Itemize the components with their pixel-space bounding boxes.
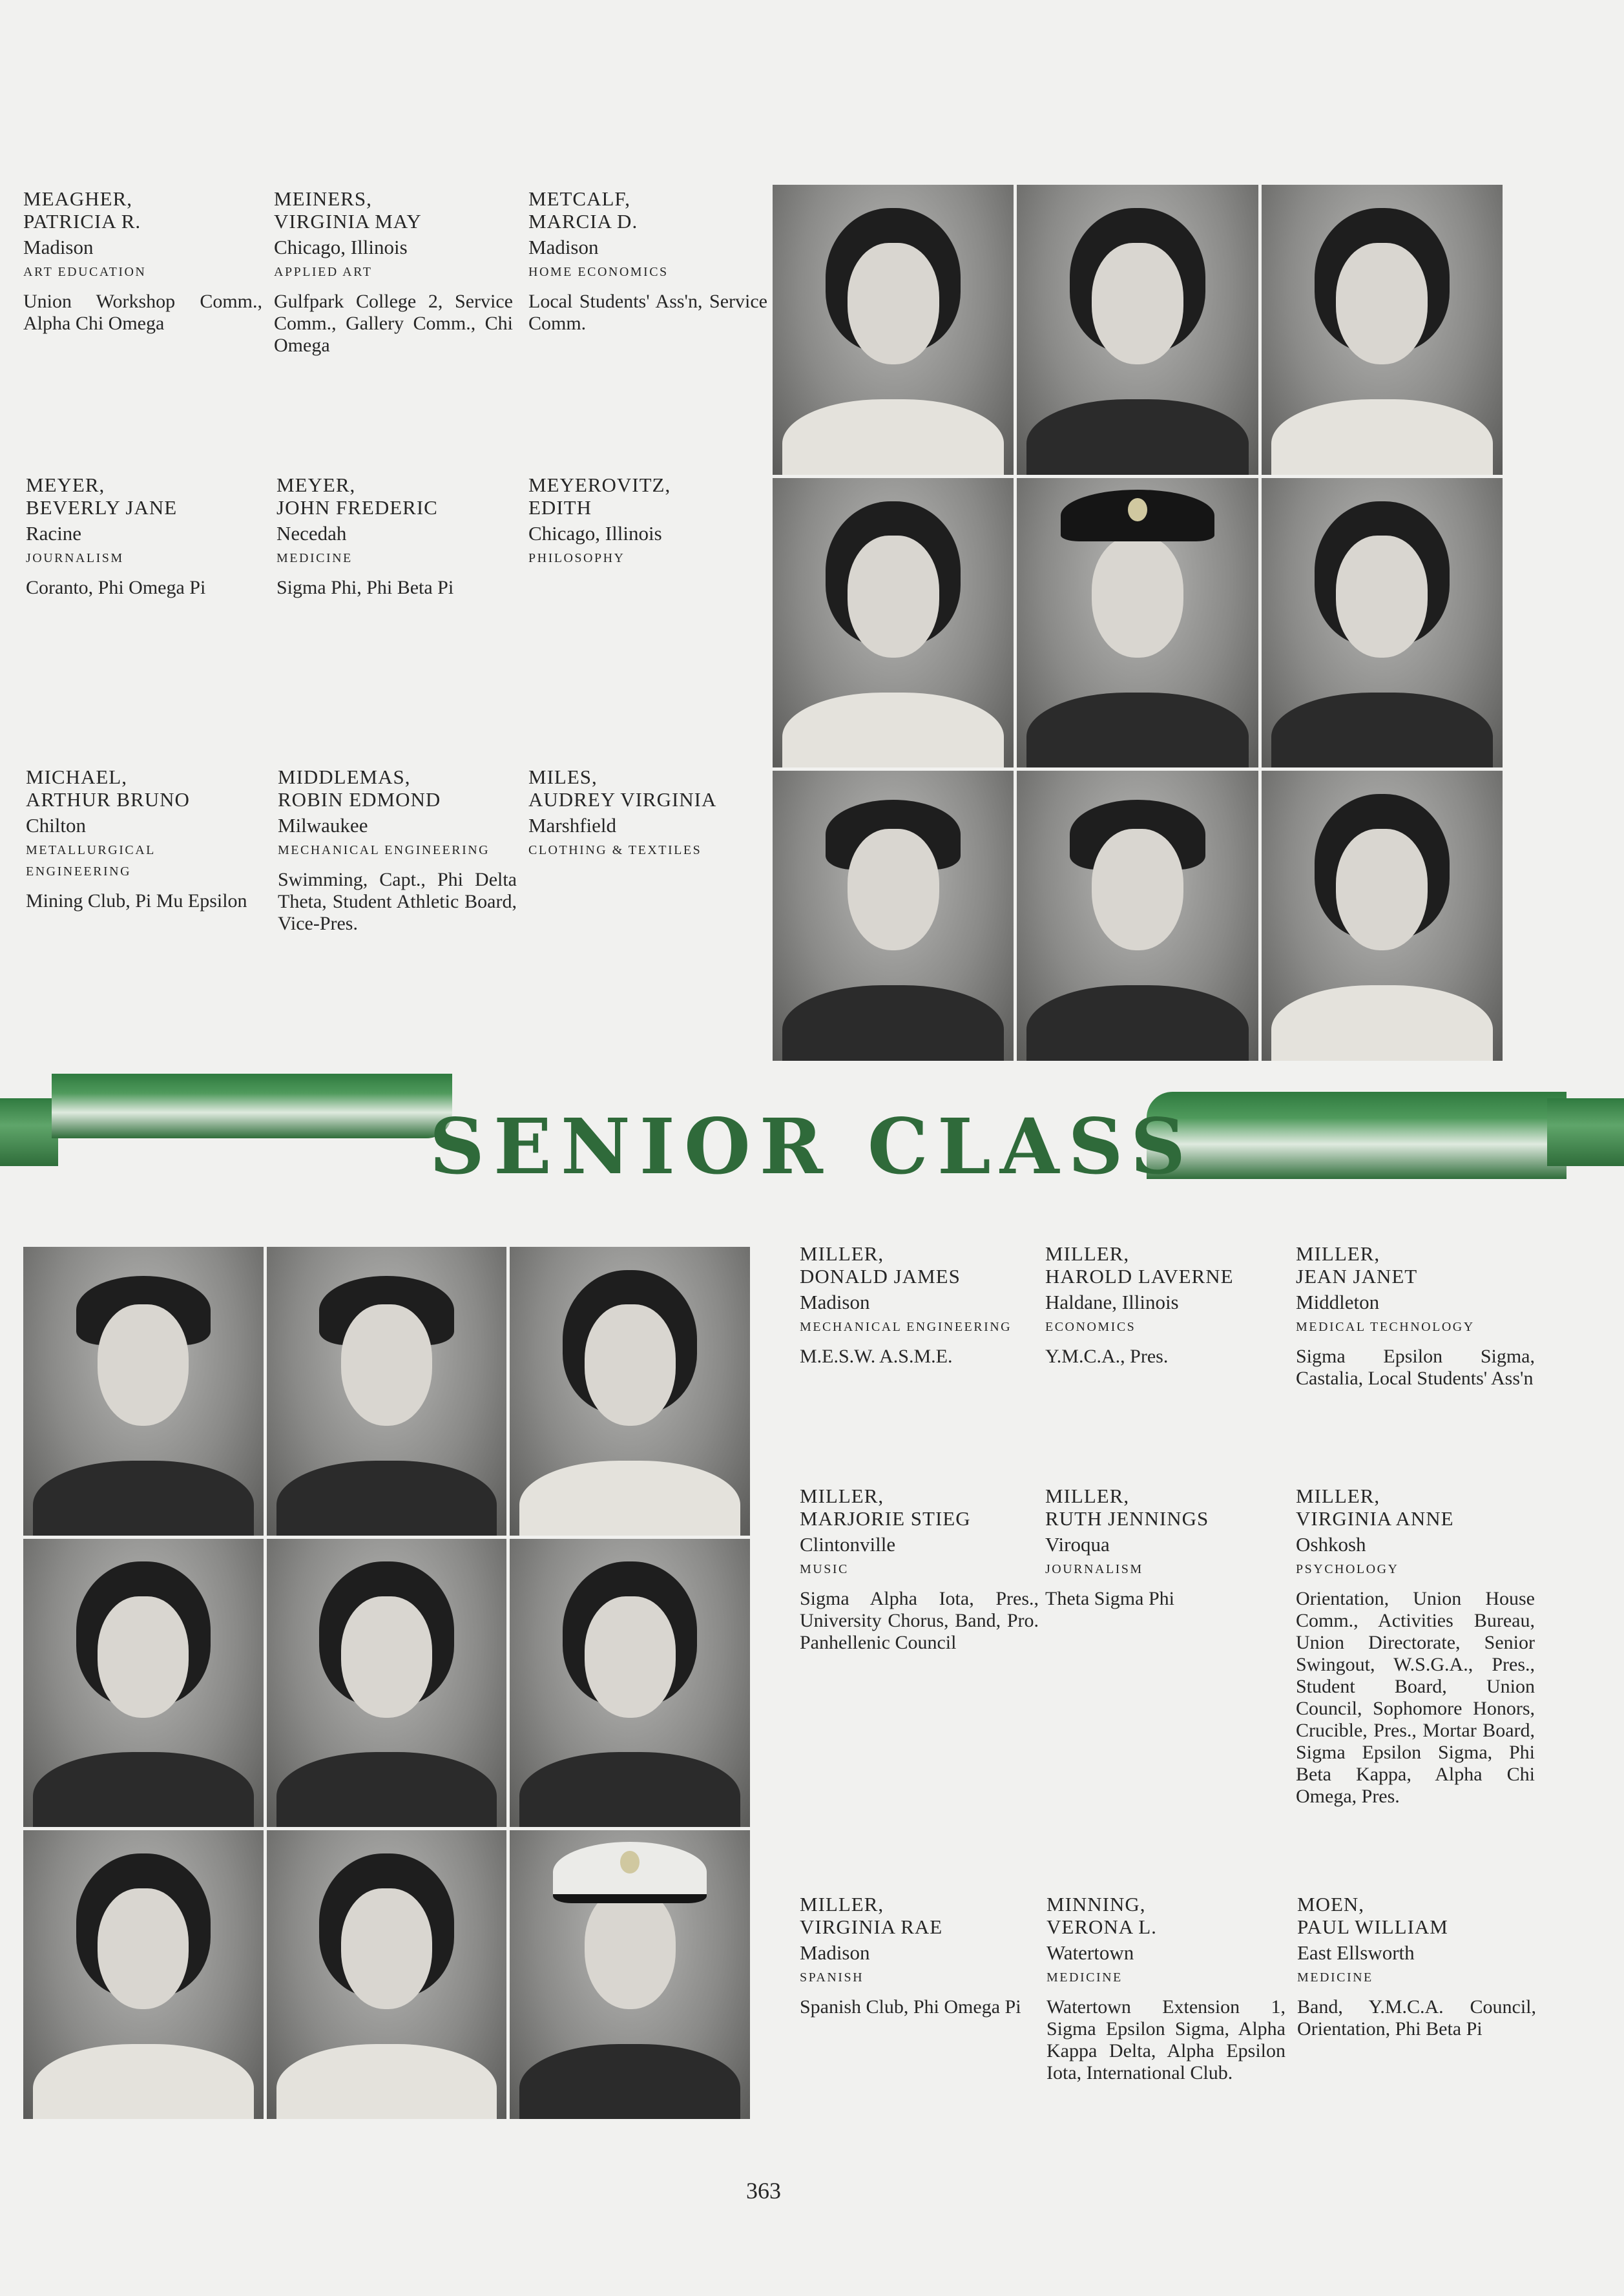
entry-activities: Spanish Club, Phi Omega Pi	[800, 1996, 1021, 2018]
entry-major: CLOTHING & TEXTILES	[528, 843, 702, 857]
entry-activities: Y.M.C.A., Pres.	[1045, 1346, 1169, 1367]
entry-hometown: Chicago, Illinois	[274, 236, 408, 258]
entry-surname: MILLER,	[800, 1485, 884, 1507]
entry-major: PHILOSOPHY	[528, 551, 625, 565]
entry-hometown: Chilton	[26, 814, 87, 837]
entry-meyer-john	[276, 474, 515, 599]
entry-given-name: ARTHUR BRUNO	[26, 788, 190, 811]
entry-surname: MILLER,	[1045, 1485, 1130, 1507]
portrait-photo	[1017, 478, 1258, 768]
entry-michael	[26, 766, 265, 912]
entry-metcalf	[528, 187, 767, 335]
entry-major: MEDICINE	[1046, 1970, 1123, 1985]
entry-major: MECHANICAL ENGINEERING	[278, 843, 490, 857]
entry-surname: MILLER,	[1296, 1242, 1380, 1265]
entry-hometown: Viroqua	[1045, 1533, 1110, 1556]
top-portrait-grid	[773, 185, 1503, 1061]
entry-major: PSYCHOLOGY	[1296, 1562, 1399, 1576]
entry-hometown: Milwaukee	[278, 814, 368, 837]
entry-given-name: EDITH	[528, 496, 592, 519]
entry-given-name: VIRGINIA RAE	[800, 1915, 943, 1938]
entry-meyerovitz	[528, 474, 767, 577]
entry-activities: Sigma Phi, Phi Beta Pi	[276, 577, 454, 598]
entry-major: JOURNALISM	[26, 551, 124, 565]
entry-surname: MIDDLEMAS,	[278, 766, 411, 788]
entry-hometown: Chicago, Illinois	[528, 522, 662, 545]
entry-activities: Union Workshop Comm., Alpha Chi Omega	[23, 291, 262, 334]
portrait-photo	[773, 771, 1014, 1061]
entry-surname: MEINERS,	[274, 187, 372, 210]
entry-activities: Theta Sigma Phi	[1045, 1588, 1174, 1609]
entry-hometown: Madison	[800, 1291, 870, 1313]
entry-surname: MEAGHER,	[23, 187, 133, 210]
entry-given-name: HAROLD LAVERNE	[1045, 1265, 1234, 1288]
portrait-photo	[773, 185, 1014, 475]
entry-surname: MILLER,	[1296, 1485, 1380, 1507]
entry-given-name: VERONA L.	[1046, 1915, 1157, 1938]
portrait-photo	[267, 1539, 507, 1828]
entry-given-name: AUDREY VIRGINIA	[528, 788, 717, 811]
portrait-photo	[23, 1539, 264, 1828]
entry-major: MECHANICAL ENGINEERING	[800, 1320, 1012, 1334]
entry-hometown: Middleton	[1296, 1291, 1380, 1313]
entry-major: ECONOMICS	[1045, 1320, 1136, 1334]
entry-activities: Sigma Epsilon Sigma, Castalia, Local Students' Ass'n	[1296, 1346, 1535, 1389]
entry-minning	[1046, 1893, 1286, 2084]
entry-major: MEDICAL TECHNOLOGY	[1296, 1320, 1475, 1334]
entry-surname: MOEN,	[1297, 1893, 1365, 1915]
section-title: SENIOR CLASS	[429, 1101, 1195, 1191]
entry-major: HOME ECONOMICS	[528, 265, 669, 279]
entry-activities: Coranto, Phi Omega Pi	[26, 577, 206, 598]
entry-given-name: VIRGINIA MAY	[274, 210, 422, 233]
entry-given-name: PAUL WILLIAM	[1297, 1915, 1448, 1938]
entry-surname: MILLER,	[800, 1242, 884, 1265]
entry-surname: MILES,	[528, 766, 598, 788]
entry-hometown: Racine	[26, 522, 82, 545]
portrait-photo	[773, 478, 1014, 768]
portrait-photo	[1262, 478, 1503, 768]
entry-activities: Swimming, Capt., Phi Delta Theta, Student Athletic Board, Vice-Pres.	[278, 869, 517, 934]
entry-given-name: MARCIA D.	[528, 210, 638, 233]
entry-given-name: VIRGINIA ANNE	[1296, 1507, 1454, 1530]
portrait-photo	[23, 1830, 264, 2119]
entry-major: APPLIED ART	[274, 265, 373, 279]
portrait-photo	[510, 1539, 750, 1828]
entry-hometown: Madison	[800, 1941, 870, 1964]
entry-miles	[528, 766, 767, 869]
portrait-photo	[1017, 185, 1258, 475]
page-number: 363	[746, 2178, 781, 2204]
entry-hometown: Oshkosh	[1296, 1533, 1366, 1556]
entry-activities: Gulfpark College 2, Service Comm., Gallery Comm., Chi Omega	[274, 291, 513, 356]
entry-meiners	[274, 187, 513, 357]
entry-miller-ruth	[1045, 1485, 1284, 1610]
entry-surname: MINNING,	[1046, 1893, 1146, 1915]
entry-miller-jean	[1296, 1242, 1535, 1390]
entry-activities: Sigma Alpha Iota, Pres., University Chorus, Band, Pro. Panhellenic Council	[800, 1588, 1039, 1653]
entry-activities: M.E.S.W. A.S.M.E.	[800, 1346, 953, 1367]
entry-hometown: Madison	[23, 236, 94, 258]
entry-moen	[1297, 1893, 1536, 2040]
portrait-photo	[267, 1830, 507, 2119]
entry-activities: Orientation, Union House Comm., Activities Bureau, Union Directorate, Senior Swingout, W.S.G.A., Pres., Student Board, Union Council, Sophomore Honors, Crucible, Pres., Mortar Board, Sigma Epsilon Sigma, Phi Beta Kappa, Alpha Chi Omega, Pres.	[1296, 1588, 1535, 1807]
entry-surname: MILLER,	[800, 1893, 884, 1915]
entry-hometown: Marshfield	[528, 814, 617, 837]
entry-major: MEDICINE	[276, 551, 353, 565]
entry-surname: MILLER,	[1045, 1242, 1130, 1265]
entry-miller-virginia-anne	[1296, 1485, 1535, 1808]
entry-middlemas	[278, 766, 517, 935]
portrait-photo	[510, 1247, 750, 1536]
bottom-portrait-grid	[23, 1247, 750, 2119]
entry-surname: MICHAEL,	[26, 766, 127, 788]
portrait-photo	[267, 1247, 507, 1536]
entry-activities: Local Students' Ass'n, Service Comm.	[528, 291, 767, 334]
entry-miller-virginia-rae	[800, 1893, 1039, 2018]
entry-major: SPANISH	[800, 1970, 864, 1985]
entry-hometown: Clintonville	[800, 1533, 896, 1556]
portrait-photo	[1262, 771, 1503, 1061]
entry-major: METALLURGICAL ENGINEERING	[26, 843, 156, 879]
portrait-photo	[1262, 185, 1503, 475]
entry-meyer-beverly	[26, 474, 265, 599]
entry-major: ART EDUCATION	[23, 265, 147, 279]
entry-major: MEDICINE	[1297, 1970, 1373, 1985]
entry-given-name: RUTH JENNINGS	[1045, 1507, 1209, 1530]
entry-given-name: JEAN JANET	[1296, 1265, 1418, 1288]
entry-hometown: Haldane, Illinois	[1045, 1291, 1179, 1313]
entry-major: MUSIC	[800, 1562, 849, 1576]
entry-given-name: MARJORIE STIEG	[800, 1507, 971, 1530]
entry-surname: MEYER,	[26, 474, 105, 496]
entry-hometown: East Ellsworth	[1297, 1941, 1415, 1964]
entry-hometown: Necedah	[276, 522, 347, 545]
entry-surname: METCALF,	[528, 187, 630, 210]
entry-given-name: BEVERLY JANE	[26, 496, 178, 519]
portrait-photo	[1017, 771, 1258, 1061]
entry-activities: Mining Club, Pi Mu Epsilon	[26, 890, 247, 912]
entry-major: JOURNALISM	[1045, 1562, 1143, 1576]
entry-given-name: JOHN FREDERIC	[276, 496, 438, 519]
entry-miller-marjorie	[800, 1485, 1039, 1654]
entry-hometown: Watertown	[1046, 1941, 1134, 1964]
portrait-photo	[23, 1247, 264, 1536]
entry-given-name: DONALD JAMES	[800, 1265, 961, 1288]
entry-miller-harold	[1045, 1242, 1284, 1368]
entry-activities: Band, Y.M.C.A. Council, Orientation, Phi Beta Pi	[1297, 1996, 1536, 2040]
portrait-photo	[510, 1830, 750, 2119]
entry-given-name: PATRICIA R.	[23, 210, 141, 233]
entry-surname: MEYEROVITZ,	[528, 474, 671, 496]
entry-miller-donald	[800, 1242, 1039, 1368]
entry-activities: Watertown Extension 1, Sigma Epsilon Sigma, Alpha Kappa Delta, Alpha Epsilon Iota, International Club.	[1046, 1996, 1286, 2083]
entry-given-name: ROBIN EDMOND	[278, 788, 441, 811]
entry-hometown: Madison	[528, 236, 599, 258]
entry-meagher	[23, 187, 262, 335]
entry-surname: MEYER,	[276, 474, 356, 496]
